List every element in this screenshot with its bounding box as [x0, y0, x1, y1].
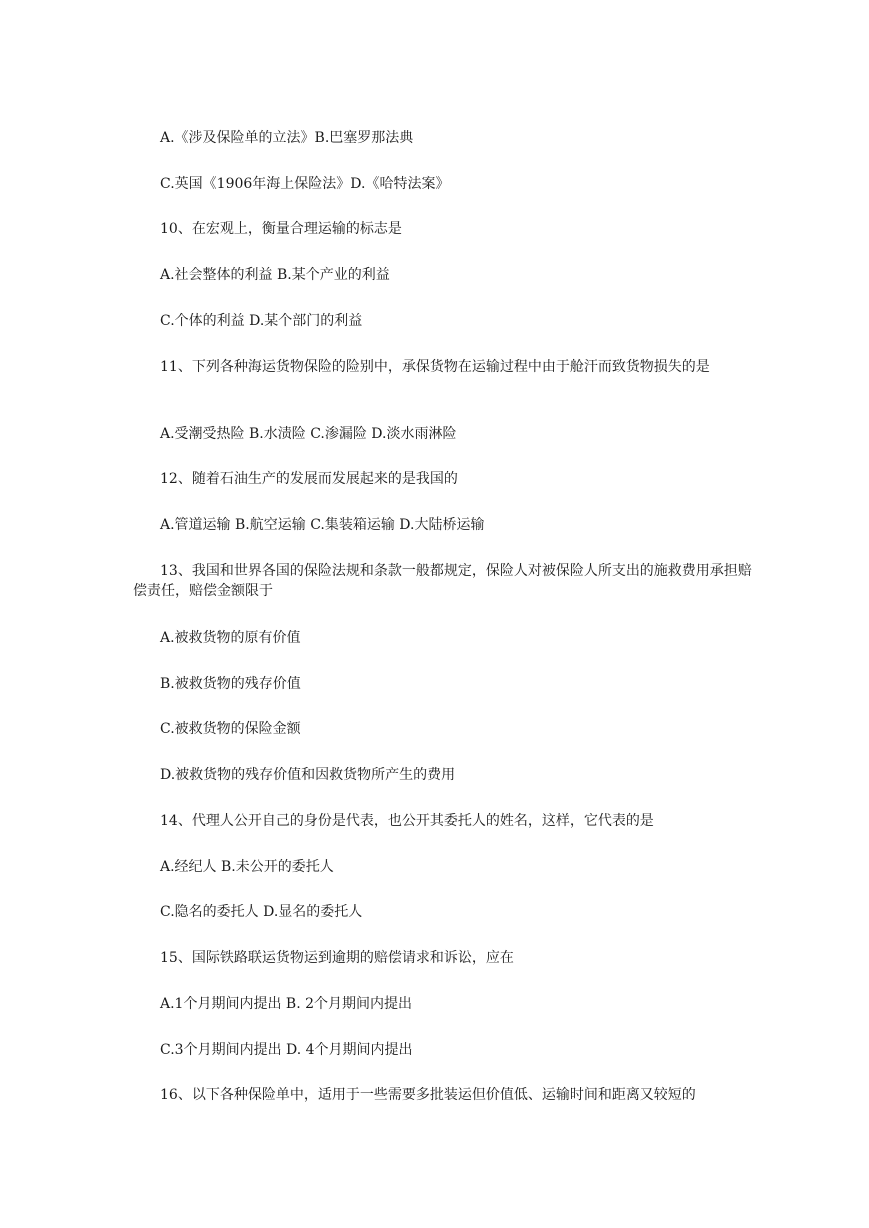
question-14: 14、代理人公开自己的身份是代表，也公开其委托人的姓名，这样，它代表的是 [160, 813, 654, 829]
q11-options: A.受潮受热险 B.水渍险 C.渗漏险 D.淡水雨淋险 [160, 426, 457, 442]
q10-options-ab: A.社会整体的利益 B.某个产业的利益 [160, 267, 390, 283]
q9-options-cd: C.英国《1906年海上保险法》D.《哈特法案》 [160, 176, 450, 192]
q13-option-a: A.被救货物的原有价值 [160, 630, 301, 646]
question-12: 12、随着石油生产的发展而发展起来的是我国的 [160, 471, 458, 487]
question-11: 11、下列各种海运货物保险的险别中，承保货物在运输过程中由于舱汗而致货物损失的是 [160, 359, 710, 375]
q13-option-d: D.被救货物的残存价值和因救货物所产生的费用 [160, 767, 456, 783]
q14-options-cd: C.隐名的委托人 D.显名的委托人 [160, 904, 363, 920]
q15-options-cd: C.3个月期间内提出 D. 4个月期间内提出 [160, 1042, 413, 1058]
q14-options-ab: A.经纪人 B.未公开的委托人 [160, 859, 334, 875]
question-13: 13、我国和世界各国的保险法规和条款一般都规定，保险人对被保险人所支出的施救费用承担赔偿责任，赔偿金额限于 [133, 563, 752, 599]
q13-option-c: C.被救货物的保险金额 [160, 721, 301, 737]
question-16: 16、以下各种保险单中，适用于一些需要多批装运但价值低、运输时间和距离又较短的 [160, 1087, 696, 1103]
q12-options: A.管道运输 B.航空运输 C.集装箱运输 D.大陆桥运输 [160, 517, 485, 533]
q9-options-ab: A.《涉及保险单的立法》B.巴塞罗那法典 [160, 130, 414, 146]
q15-options-ab: A.1个月期间内提出 B. 2个月期间内提出 [160, 996, 413, 1012]
question-15: 15、国际铁路联运货物运到逾期的赔偿请求和诉讼，应在 [160, 950, 514, 966]
q13-option-b: B.被救货物的残存价值 [160, 676, 301, 692]
question-10: 10、在宏观上，衡量合理运输的标志是 [160, 221, 402, 237]
q10-options-cd: C.个体的利益 D.某个部门的利益 [160, 313, 363, 329]
